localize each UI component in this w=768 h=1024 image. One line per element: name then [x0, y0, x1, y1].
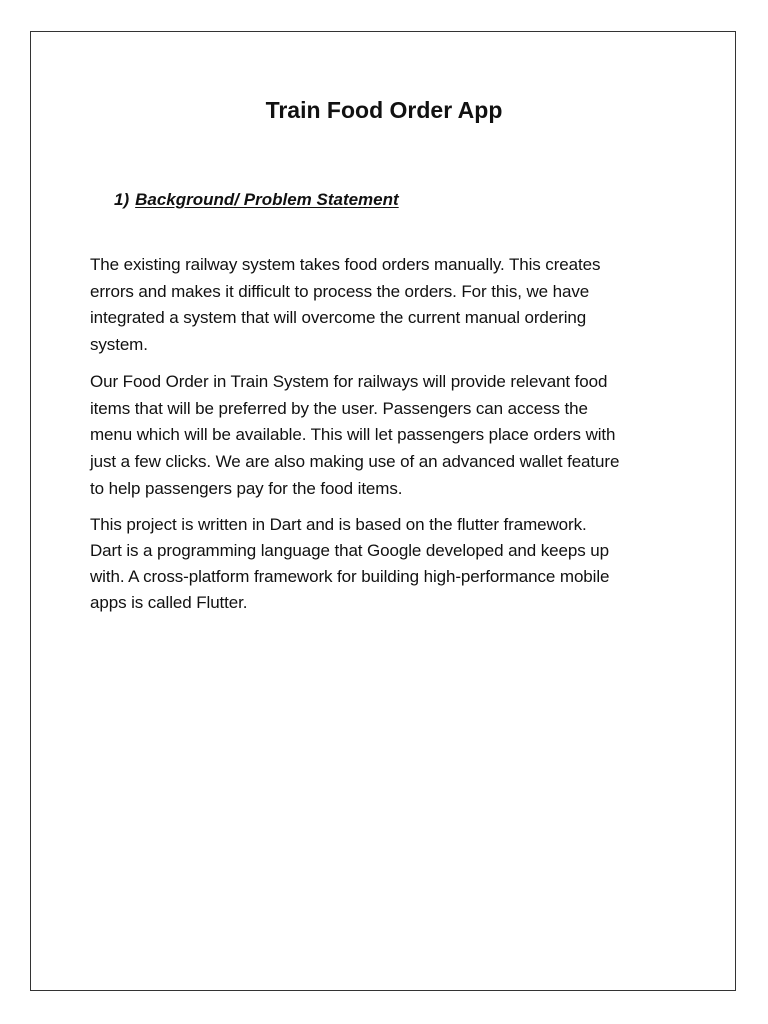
paragraph-line: items that will be preferred by the user. Passengers can access the	[90, 398, 588, 418]
section-heading-label: Background/ Problem Statement	[135, 190, 399, 209]
section-number: 1)	[114, 190, 130, 209]
paragraph-solution	[90, 369, 690, 503]
paragraph-technology	[90, 512, 690, 616]
paragraph-line: system.	[90, 335, 148, 355]
paragraph-line: menu which will be available. This will let passengers place orders with	[90, 425, 616, 445]
paragraph-line: apps is called Flutter.	[90, 593, 248, 612]
section-heading	[114, 187, 399, 213]
paragraph-line: integrated a system that will overcome the current manual ordering	[90, 308, 587, 328]
paragraph-line: Dart is a programming language that Google developed and keeps up	[90, 541, 609, 560]
paragraph-line: just a few clicks. We are also making use of an advanced wallet feature	[90, 452, 620, 472]
document-title: Train Food Order App	[265, 97, 503, 123]
paragraph-line: The existing railway system takes food orders manually. This creates	[90, 255, 601, 274]
paragraph-problem	[90, 252, 690, 359]
paragraph-line: This project is written in Dart and is based on the flutter framework.	[90, 515, 587, 534]
paragraph-line: errors and makes it difficult to process the orders. For this, we have	[90, 281, 590, 301]
paragraph-line: Our Food Order in Train System for railways will provide relevant food	[90, 372, 608, 391]
paragraph-line: with. A cross-platform framework for building high-performance mobile	[90, 567, 610, 586]
paragraph-line: to help passengers pay for the food items.	[90, 478, 403, 498]
page-border	[30, 31, 736, 991]
